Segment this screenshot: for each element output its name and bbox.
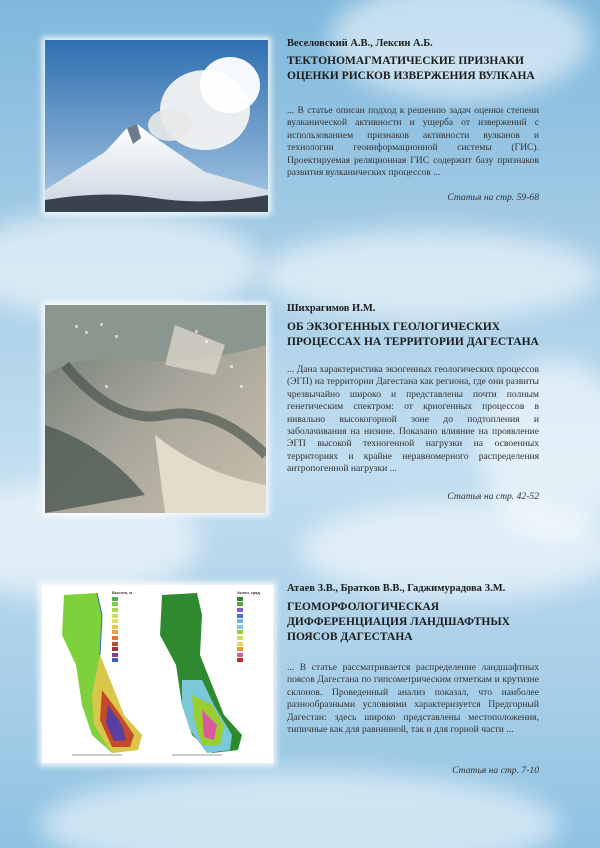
volcano-photo — [45, 40, 268, 212]
article-authors: Шихрагимов И.М. — [287, 303, 376, 314]
article-authors: Веселовский А.В., Лексин А.Б. — [287, 38, 433, 49]
legend-title: Высота, м — [112, 590, 133, 595]
article-geomorphology — [287, 583, 539, 783]
article-title: ГЕОМОРФОЛОГИЧЕСКАЯ ДИФФЕРЕНЦИАЦИЯ ЛАНДШАФТНЫХ ПОЯСОВ ДАГЕСТАНА — [287, 601, 510, 643]
dagestan-maps — [42, 585, 273, 763]
article-volcano — [287, 38, 539, 208]
article-abstract: ... Дана характеристика экзогенных геологических процессов (ЭГП) на территории Дагестана как региона, где они развиты чрезвычайно широко и представлены почти полным генетическим спектром: от криогенных процессов в нивально высокогорной зоне до подтопления и заболачивания на низине. Показано влияние на проявление ЭГП высокой техногенной нагрузки на освоенных территориях и крайне неравномерного распределения антропогенной нагрузки ... — [287, 364, 539, 475]
article-page-ref: Статья на стр. 42-52 — [447, 491, 539, 502]
legend-title: Уклон, град. — [237, 590, 261, 595]
article-abstract: ... В статье описан подход к решению задач оценки степени вулканической активности и ущерба от извержений с использованием признаков активности вулканов и технологии геоинформационной системы (ГИС). Проектируемая реляционная ГИС содержит базу признаков развития вулканических процессов ... — [287, 105, 539, 179]
article-title: ТЕКТОНОМАГМАТИЧЕСКИЕ ПРИЗНАКИ ОЦЕНКИ РИСКОВ ИЗВЕРЖЕНИЯ ВУЛКАНА — [287, 55, 535, 82]
slope-legend — [237, 590, 261, 663]
article-page-ref: Статья на стр. 7-10 — [452, 765, 539, 776]
aerial-photo — [45, 305, 266, 513]
article-authors: Атаев З.В., Братков В.В., Гаджимурадова З.М. — [287, 583, 506, 594]
article-abstract: ... В статье рассматривается распределение ландшафтных поясов Дагестана по гипсометрическим отметкам и крутизне склонов. Проведенный анализ показал, что наиболее разнообразными условиями характеризуется Предгорный Дагестан: здесь широко представлены местоположения, типичные как для равнинной, так и для горной части ... — [287, 662, 539, 736]
article-page-ref: Статья на стр. 59-68 — [447, 192, 539, 203]
elevation-legend — [112, 590, 132, 663]
article-title: ОБ ЭКЗОГЕННЫХ ГЕОЛОГИЧЕСКИХ ПРОЦЕССАХ НА ТЕРРИТОРИИ ДАГЕСТАНА — [287, 321, 539, 348]
slope-map — [160, 593, 242, 753]
article-exogenous — [287, 303, 539, 513]
